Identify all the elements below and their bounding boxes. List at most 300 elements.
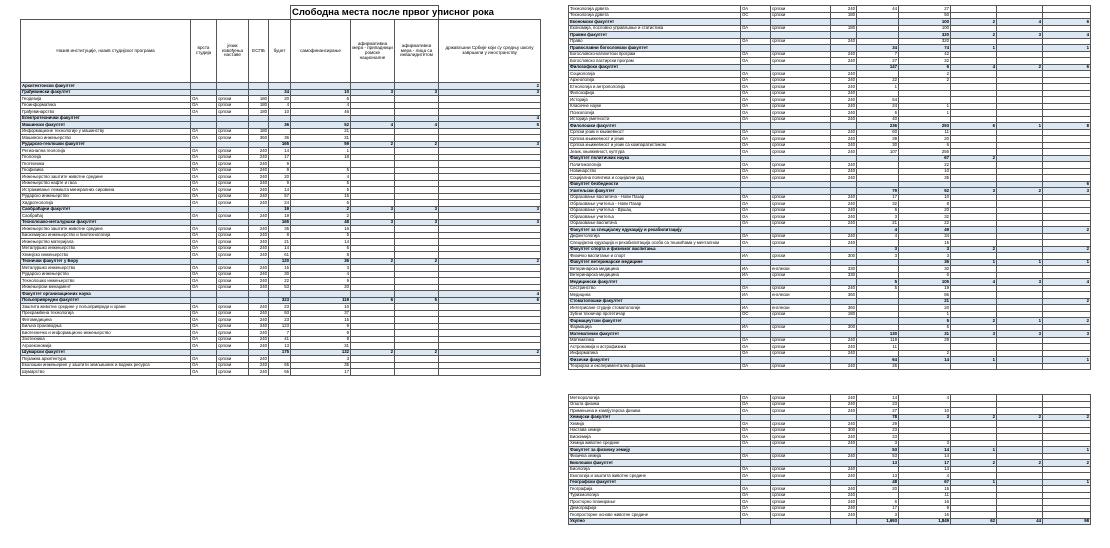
table-cell: 240 [249,284,269,291]
table-cell: 240 [249,330,269,337]
table-cell: српски [217,180,249,187]
table-cell: 16 [899,499,951,506]
table-cell: ОС [741,311,771,318]
table-cell: 35 [899,175,951,182]
table-cell: 15 [291,193,351,200]
table-cell: 240 [831,350,857,357]
table-cell: 3 [857,214,899,221]
program-name-cell: Историја [569,97,741,104]
table-cell: 240 [831,492,857,499]
table-cell [951,363,997,370]
table-cell: 3 [439,89,541,96]
table-cell: 180 [249,109,269,116]
program-name-cell: Општа физика [569,401,741,408]
table-cell: 9 [291,330,351,337]
table-cell: 2 [439,349,541,356]
program-name-cell: Шумарски факултет [21,349,191,356]
total-row [569,518,1091,525]
table-cell: 50 [899,12,951,19]
program-name-cell: Саобраћајни факултет [21,206,191,213]
table-cell: 2 [439,258,541,265]
program-name-cell: Физички факултет [569,357,741,364]
table-cell: српски [771,136,831,143]
table-cell: 3 [951,331,997,338]
table-cell: 2 [291,206,351,213]
table-cell: 49 [899,227,951,234]
program-name-cell: Информационе технологије у машинству [21,128,191,135]
table-cell: 3 [997,331,1043,338]
table-cell: ОА [191,193,217,200]
program-name-cell: Факултет организационих наука [21,291,191,298]
table-cell: ОА [191,271,217,278]
table-cell: 32 [899,214,951,221]
table-cell: ОА [191,200,217,207]
table-row [21,369,541,376]
table-cell: ОА [191,109,217,116]
table-cell: 240 [831,38,857,45]
table-cell: 23 [857,427,899,434]
table-cell: ОА [741,486,771,493]
program-name-cell: Зоотехника [21,336,191,343]
table-cell: 3 [395,206,439,213]
table-cell: српски [771,38,831,45]
program-name-cell: Инжењерство материјала [21,239,191,246]
table-cell: 15 [269,265,291,272]
table-cell: српски [771,486,831,493]
table-cell: ИА [741,272,771,279]
table-cell: 16 [899,512,951,519]
table-cell: 6 [857,207,899,214]
table-cell: 4 [997,19,1043,26]
program-name-cell: Зубни техничар протетичар [569,311,741,318]
table-cell: 6 [291,200,351,207]
table-cell: српски [771,25,831,32]
table-cell: 240 [831,434,857,441]
program-name-cell: Фармацеутски факултет [569,318,741,325]
program-name-cell: Пејзажна архитектура [21,356,191,363]
table-cell: српски [771,214,831,221]
table-cell: 240 [831,453,857,460]
table-cell: 74 [899,45,951,52]
program-name-cell: Геопросторне основе животне средине [569,512,741,519]
table-cell: 320 [899,32,951,39]
table-cell: ОА [191,148,217,155]
table-cell: 240 [831,149,857,156]
table-cell: 22 [857,77,899,84]
table-cell: српски [771,285,831,292]
table-cell: ОА [191,369,217,376]
program-name-cell: Дефектологија [569,233,741,240]
table-cell: 20 [269,174,291,181]
table-cell: 4 [1043,279,1091,286]
table-cell: 1 [951,479,997,486]
table-cell: српски [771,116,831,123]
program-name-cell: Геотехника [21,161,191,168]
table-cell: 240 [831,110,857,117]
table-cell: 48 [291,219,351,226]
table-cell: 30 [899,266,951,273]
table-cell [351,369,395,376]
program-name-cell: Саобраћај [21,213,191,220]
table-cell: српски [771,408,831,415]
table-cell: енглески [771,292,831,299]
table-cell: 4 [291,102,351,109]
table-cell: 3 [1043,188,1091,195]
table-cell: српски [217,102,249,109]
table-cell: 3 [291,265,351,272]
table-cell: ОА [741,168,771,175]
table-cell: 9 [899,505,951,512]
table-cell: 60 [857,129,899,136]
program-name-cell: Историја уметности [569,116,741,123]
program-name-cell: Факултет за физичку хемију [569,447,741,454]
program-name-cell: Факултет спорта и физичког васпитања [569,246,741,253]
table-cell: 15 [291,317,351,324]
table-cell: српски [217,213,249,220]
table-cell: 119 [857,337,899,344]
table-cell: ОА [741,103,771,110]
table-cell: српски [217,278,249,285]
table-cell: ОА [191,102,217,109]
table-cell: 53 [269,284,291,291]
program-name-cell: Стоматолошки факултет [569,298,741,305]
table-cell: ОА [741,38,771,45]
program-name-cell: Факултет ветеринарске медицине [569,259,741,266]
program-name-cell: Екологија и заштита животне средине [569,473,741,480]
program-name-cell: Социологија [569,71,741,78]
table-cell: 1 [1043,45,1091,52]
table-cell: 240 [249,213,269,220]
table-cell: 23 [269,304,291,311]
program-name-cell: Фармација [569,324,741,331]
table-cell: ОА [191,356,217,363]
table-cell: 20 [899,207,951,214]
table-cell: ОА [191,232,217,239]
program-name-cell: Биохемијско инжењерство и биотехнологија [21,232,191,239]
table-cell: 2 [395,258,439,265]
program-name-cell: Инжењерство заштите животне средине [21,226,191,233]
table-cell: 240 [249,310,269,317]
table-cell: ОА [191,161,217,168]
left-sheet-table [20,5,541,376]
table-cell: 11 [857,344,899,351]
program-name-cell: Пољопривредни факултет [21,297,191,304]
table-cell: 4 [1043,32,1091,39]
table-cell: 1 [1043,357,1091,364]
table-cell: ОА [741,363,771,370]
table-cell: српски [217,239,249,246]
table-cell: 15 [899,486,951,493]
table-cell: 1,693 [857,518,899,525]
program-name-cell: Ветеринарска медицина [569,272,741,279]
table-cell: 10 [899,408,951,415]
table-cell: ОА [191,154,217,161]
table-cell: српски [771,175,831,182]
table-cell: 240 [831,175,857,182]
table-cell: српски [771,492,831,499]
table-cell: 2 [899,71,951,78]
program-name-cell: Заштита животне средине у пољопривреди и храни [21,304,191,311]
table-cell: 6 [857,499,899,506]
right-sheet-table-bottom [568,394,1091,525]
table-cell: 1 [1043,259,1091,266]
table-cell: ОА [741,220,771,227]
program-name-cell: Хемија [569,421,741,428]
table-cell: српски [771,103,831,110]
table-cell: српски [771,240,831,247]
table-cell: 2 [997,188,1043,195]
table-cell: 78 [857,414,899,421]
table-cell: српски [771,427,831,434]
table-cell: 4 [395,122,439,129]
table-cell: 240 [831,116,857,123]
table-cell: 79 [857,188,899,195]
table-cell: 41 [269,336,291,343]
table-cell: 6 [291,96,351,103]
table-cell: ОА [741,344,771,351]
table-cell: 1 [951,259,997,266]
table-cell: 240 [831,207,857,214]
table-cell: 2 [291,213,351,220]
table-cell: 53 [857,447,899,454]
table-cell: 240 [831,421,857,428]
table-cell: 35 [269,226,291,233]
table-cell: 2 [395,141,439,148]
table-cell: 5 [857,279,899,286]
table-cell: 1 [997,318,1043,325]
table-cell: 240 [249,304,269,311]
program-name-cell: Образовање учитеља - Нови Пазар [569,201,741,208]
table-cell: 13 [857,473,899,480]
table-cell: 4 [291,271,351,278]
table-cell: ОА [741,97,771,104]
table-cell: српски [771,97,831,104]
table-cell: српски [217,135,249,142]
table-cell: ОА [741,499,771,506]
table-cell: 100 [899,25,951,32]
program-name-cell: Образовање васпитача [569,220,741,227]
table-cell: 32 [857,201,899,208]
table-cell: српски [217,252,249,259]
table-cell: 14 [269,245,291,252]
table-cell: 130 [857,331,899,338]
table-cell: 1 [857,84,899,91]
table-cell: 240 [831,473,857,480]
table-cell: српски [771,421,831,428]
table-cell: српски [771,84,831,91]
table-cell: 23 [857,434,899,441]
table-cell: ОА [741,512,771,519]
table-cell: 240 [249,239,269,246]
program-name-cell: Биологија [569,466,741,473]
table-cell: 3 [291,356,351,363]
table-cell: 6 [1043,64,1091,71]
table-cell: 1 [997,259,1043,266]
table-cell: 2 [899,350,951,357]
program-name-cell: Примењена и компјутерска физика [569,408,741,415]
program-name-cell: Биљна производња [21,323,191,330]
table-cell: 22 [899,220,951,227]
table-cell: 240 [249,245,269,252]
table-cell: 17 [899,460,951,467]
table-cell: 23 [857,401,899,408]
program-name-cell: Металуршко инжењерство [21,245,191,252]
program-name-cell: Образовање васпитача - Нови Пазар [569,194,741,201]
right-sheet-body-bottom [569,395,1091,525]
table-cell [831,518,857,525]
table-cell: 14 [269,187,291,194]
table-cell: 20 [269,96,291,103]
program-name-cell: Биолошки факултет [569,460,741,467]
right-sheet-table-top [568,5,1091,370]
table-cell: 2 [1043,246,1091,253]
table-cell: 240 [249,193,269,200]
program-name-cell: Филозофија [569,90,741,97]
table-cell: 4 [291,174,351,181]
program-name-cell: Физичко васпитање и спорт [569,253,741,260]
table-cell: 2 [351,349,395,356]
table-cell: ОА [191,317,217,324]
table-cell: српски [217,265,249,272]
table-cell: српски [771,142,831,149]
program-name-cell: Геофизика [21,167,191,174]
table-cell: 1 [951,45,997,52]
program-name-cell: Грађевински факултет [21,89,191,96]
table-cell: српски [771,324,831,331]
program-name-cell: Агроекономија [21,343,191,350]
table-cell: 19 [269,213,291,220]
table-cell: ОА [741,473,771,480]
program-name-cell: Богословско-катихетски програм [569,51,741,58]
table-cell: 10 [899,168,951,175]
table-cell: српски [217,336,249,343]
table-cell: српски [771,466,831,473]
program-name-cell: Образовање учитеља [569,214,741,221]
table-cell: српски [217,148,249,155]
table-cell: ОА [191,362,217,369]
table-cell: 240 [831,136,857,143]
table-cell: 240 [249,356,269,363]
table-cell: 9 [269,161,291,168]
table-cell: 2 [951,246,997,253]
table-cell: 6 [439,297,541,304]
program-name-cell: Право [569,38,741,45]
table-cell: 64 [857,357,899,364]
program-name-cell: Еколошки инжењеринг у заштити земљишних и водних ресурса [21,362,191,369]
table-cell: 119 [291,297,351,304]
header-disability: афирмативна мера - лица са инвалидитетом [395,20,439,83]
table-cell: 61 [269,252,291,259]
table-cell: српски [771,440,831,447]
table-cell: 147 [857,64,899,71]
table-cell: српски [771,453,831,460]
table-cell: 13 [269,343,291,350]
table-cell: 1 [951,447,997,454]
table-cell: српски [771,512,831,519]
table-cell: 6 [951,123,997,130]
table-cell: српски [771,473,831,480]
table-cell: 36 [899,259,951,266]
table-cell: 165 [269,141,291,148]
program-name-cell: Астрономија и астрофизика [569,344,741,351]
table-cell: 240 [249,336,269,343]
table-cell: 17 [857,505,899,512]
table-cell: ИА [741,292,771,299]
table-cell: 2 [1043,298,1091,305]
header-espb: ЕСПБ [249,20,269,83]
table-cell: 180 [249,128,269,135]
table-cell: 4 [951,279,997,286]
table-cell: српски [771,253,831,260]
table-cell: 1 [899,103,951,110]
table-cell: ОА [741,84,771,91]
table-cell: 3 [351,206,395,213]
header-row [21,20,541,83]
table-cell: 240 [831,77,857,84]
table-cell: српски [217,174,249,181]
program-name-cell: Машински факултет [21,122,191,129]
table-cell: ОА [741,110,771,117]
table-cell: 9 [291,278,351,285]
table-cell: ОА [741,201,771,208]
table-cell: 240 [249,232,269,239]
program-name-cell: Истраживање лежишта минералних сировина [21,187,191,194]
table-cell: 2 [951,460,997,467]
table-cell: 4 [899,473,951,480]
table-cell: 1 [899,110,951,117]
table-cell: 240 [249,343,269,350]
program-name-cell: Настава хемије [569,427,741,434]
table-cell: српски [771,71,831,78]
program-name-cell: Геологија [21,154,191,161]
table-cell: српски [771,149,831,156]
table-cell: 240 [831,440,857,447]
table-cell: 240 [249,323,269,330]
table-cell: српски [217,343,249,350]
table-cell: ОА [191,239,217,246]
table-cell: ОА [191,343,217,350]
table-cell: српски [771,401,831,408]
table-cell: 36 [269,122,291,129]
table-cell: 14 [899,453,951,460]
table-cell: 67 [899,155,951,162]
table-cell: ОА [741,421,771,428]
program-name-cell: Етнологија и антропологија [569,84,741,91]
table-cell: 5 [291,245,351,252]
table-cell: ОА [191,96,217,103]
table-cell: 59 [291,141,351,148]
table-cell: 11 [899,492,951,499]
table-cell: 105 [899,279,951,286]
table-cell: 123 [269,323,291,330]
table-cell: 6 [899,272,951,279]
table-cell: 93 [269,310,291,317]
table-cell: 107 [857,149,899,156]
table-cell: српски [771,272,831,279]
table-cell: 10 [291,89,351,96]
table-cell: 10 [899,194,951,201]
table-cell: 175 [269,349,291,356]
program-name-cell: Хемија животне средине [569,440,741,447]
table-cell: 3 [857,253,899,260]
table-cell: ОА [741,142,771,149]
table-cell: 36 [291,258,351,265]
table-cell: 36 [269,135,291,142]
table-cell: 330 [831,272,857,279]
header-language: језик извођења наставе [217,20,249,83]
table-cell: 31 [899,331,951,338]
table-cell: 300 [831,253,857,260]
